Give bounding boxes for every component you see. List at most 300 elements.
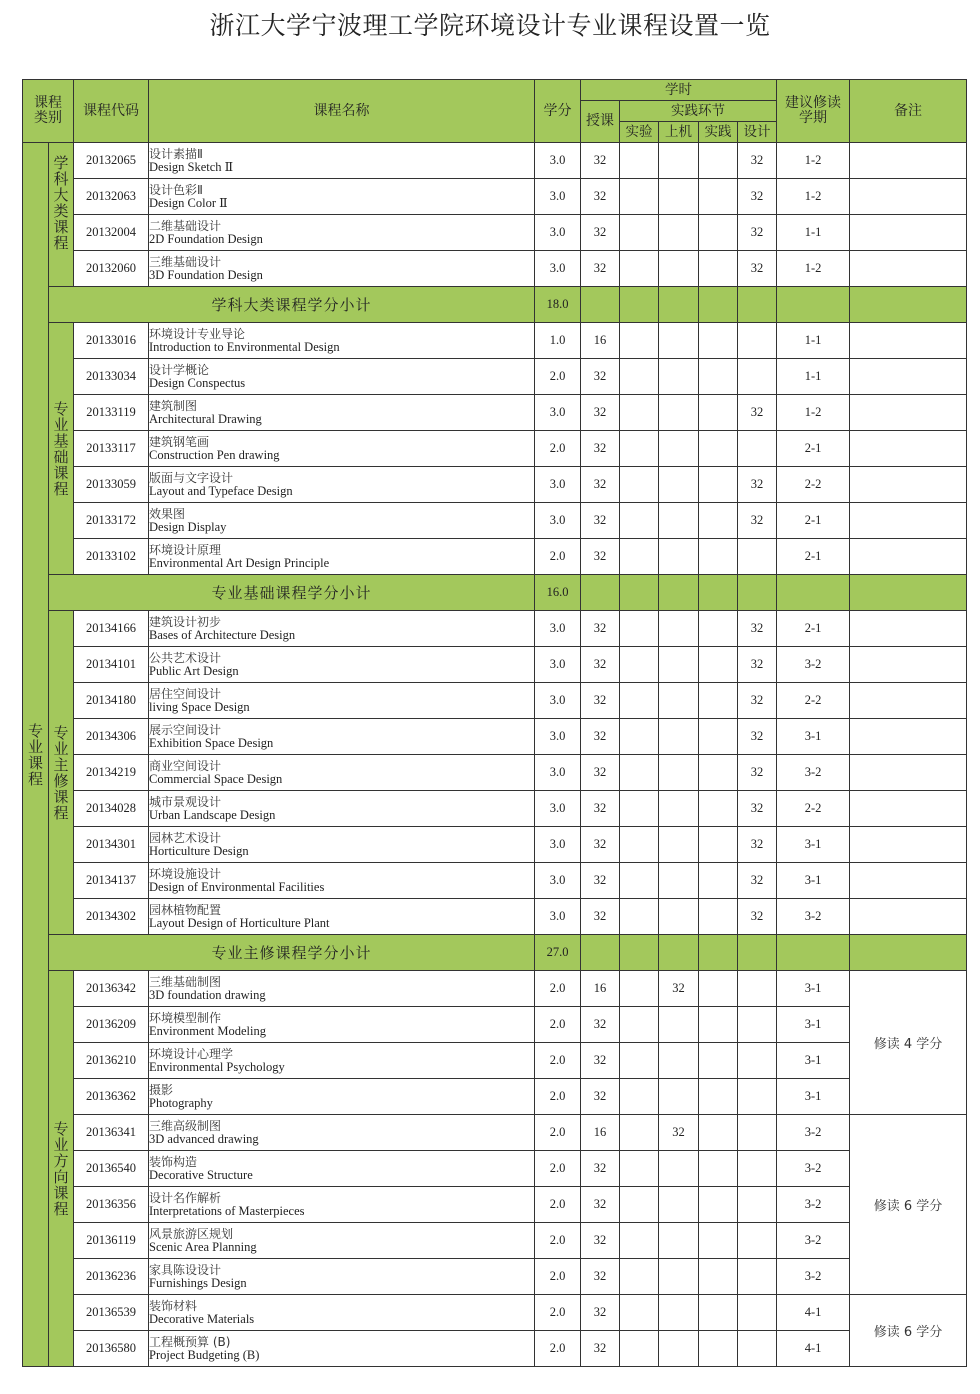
header-practice: 实践环节 [620, 101, 777, 122]
table-body [23, 143, 967, 1367]
remark-cell [850, 719, 967, 755]
course-name [149, 863, 535, 899]
course-code: 20136362 [74, 1079, 149, 1115]
course-computer [659, 611, 699, 647]
course-name-zh: 三维基础设计 [149, 254, 222, 269]
course-code: 20133102 [74, 539, 149, 575]
course-name-zh: 装饰材料 [149, 1298, 198, 1313]
course-practice [699, 971, 738, 1007]
course-lecture: 32 [581, 251, 620, 287]
course-semester: 3-2 [777, 1115, 850, 1151]
course-practice [699, 1259, 738, 1295]
course-name-en: Decorative Structure [149, 1167, 253, 1182]
remark-cell [850, 467, 967, 503]
course-credit: 3.0 [535, 827, 581, 863]
subtotal-empty-cell [699, 287, 738, 323]
course-row [23, 503, 967, 539]
course-experiment [620, 827, 659, 863]
course-name-zh: 设计学概论 [149, 362, 210, 377]
course-semester: 3-1 [777, 1007, 850, 1043]
course-name-zh: 环境设计心理学 [149, 1046, 234, 1061]
subtotal-credit: 18.0 [535, 287, 581, 323]
course-computer [659, 395, 699, 431]
remark-cell [850, 863, 967, 899]
subtotal-empty-cell [738, 575, 777, 611]
remark-cell [850, 359, 967, 395]
course-lecture: 32 [581, 503, 620, 539]
course-code: 20134301 [74, 827, 149, 863]
course-name-zh: 版面与文字设计 [149, 470, 234, 485]
course-semester: 3-1 [777, 719, 850, 755]
course-name-en: Project Budgeting (B) [149, 1347, 260, 1362]
course-design: 32 [738, 863, 777, 899]
course-name [149, 1079, 535, 1115]
subtotal-empty-cell [659, 935, 699, 971]
course-name [149, 251, 535, 287]
subtotal-empty-cell [620, 287, 659, 323]
course-design: 32 [738, 467, 777, 503]
course-experiment [620, 899, 659, 935]
course-design: 32 [738, 647, 777, 683]
course-row [23, 647, 967, 683]
course-row [23, 395, 967, 431]
course-name-en: living Space Design [149, 699, 250, 714]
course-semester: 3-1 [777, 1079, 850, 1115]
subtotal-empty-cell [581, 575, 620, 611]
course-computer [659, 683, 699, 719]
course-name [149, 215, 535, 251]
course-row [23, 1259, 967, 1295]
course-practice [699, 1043, 738, 1079]
course-name-en: Interpretations of Masterpieces [149, 1203, 305, 1218]
course-lecture: 32 [581, 1187, 620, 1223]
course-design [738, 1259, 777, 1295]
course-credit: 3.0 [535, 647, 581, 683]
course-practice [699, 539, 738, 575]
course-computer [659, 179, 699, 215]
course-name-zh: 三维高级制图 [149, 1118, 222, 1133]
course-credit: 3.0 [535, 215, 581, 251]
course-credit: 2.0 [535, 1151, 581, 1187]
course-name [149, 323, 535, 359]
course-design: 32 [738, 611, 777, 647]
course-experiment [620, 1259, 659, 1295]
course-computer [659, 1295, 699, 1331]
course-row [23, 1331, 967, 1367]
course-name-zh: 公共艺术设计 [149, 650, 222, 665]
course-name-zh: 园林植物配置 [149, 902, 222, 917]
course-lecture: 16 [581, 323, 620, 359]
course-credit: 2.0 [535, 971, 581, 1007]
course-semester: 3-2 [777, 755, 850, 791]
header-category: 课程类别 [23, 80, 74, 143]
course-name-zh: 园林艺术设计 [149, 830, 222, 845]
remark-cell [850, 179, 967, 215]
course-name-en: Introduction to Environmental Design [149, 339, 340, 354]
course-credit: 2.0 [535, 1259, 581, 1295]
course-lecture: 32 [581, 611, 620, 647]
course-name [149, 539, 535, 575]
course-name [149, 1223, 535, 1259]
course-credit: 2.0 [535, 1187, 581, 1223]
course-experiment [620, 719, 659, 755]
course-row [23, 791, 967, 827]
course-practice [699, 863, 738, 899]
course-code: 20134166 [74, 611, 149, 647]
subtotal-empty-cell [581, 935, 620, 971]
course-semester: 1-1 [777, 323, 850, 359]
subtotal-credit: 27.0 [535, 935, 581, 971]
course-computer [659, 1007, 699, 1043]
course-computer [659, 359, 699, 395]
course-semester: 3-2 [777, 1151, 850, 1187]
course-code: 20134302 [74, 899, 149, 935]
course-row [23, 323, 967, 359]
remark-cell [850, 899, 967, 935]
course-lecture: 32 [581, 1079, 620, 1115]
course-code: 20133034 [74, 359, 149, 395]
course-row [23, 143, 967, 179]
course-credit: 2.0 [535, 1043, 581, 1079]
course-design [738, 1187, 777, 1223]
course-lecture: 32 [581, 1331, 620, 1367]
subtotal-empty-cell [777, 287, 850, 323]
course-code: 20133016 [74, 323, 149, 359]
course-experiment [620, 755, 659, 791]
course-name [149, 359, 535, 395]
course-name [149, 899, 535, 935]
course-row [23, 1151, 967, 1187]
remark-cell [850, 755, 967, 791]
course-lecture: 32 [581, 1259, 620, 1295]
course-code: 20136119 [74, 1223, 149, 1259]
course-name-zh: 建筑钢笔画 [149, 434, 210, 449]
course-computer [659, 539, 699, 575]
course-name-en: Construction Pen drawing [149, 447, 280, 462]
course-computer: 32 [659, 1115, 699, 1151]
course-name-en: 3D advanced drawing [149, 1131, 259, 1146]
course-experiment [620, 1331, 659, 1367]
course-code: 20136356 [74, 1187, 149, 1223]
group-category-cell [49, 611, 74, 935]
course-credit: 3.0 [535, 179, 581, 215]
subtotal-empty-cell [699, 575, 738, 611]
course-row [23, 755, 967, 791]
course-credit: 3.0 [535, 143, 581, 179]
remark-cell [850, 215, 967, 251]
subtotal-empty-cell [620, 575, 659, 611]
course-semester: 1-2 [777, 395, 850, 431]
course-experiment [620, 215, 659, 251]
course-lecture: 32 [581, 215, 620, 251]
course-code: 20134137 [74, 863, 149, 899]
course-experiment [620, 179, 659, 215]
course-practice [699, 1223, 738, 1259]
course-credit: 3.0 [535, 791, 581, 827]
course-semester: 2-1 [777, 431, 850, 467]
course-credit: 2.0 [535, 359, 581, 395]
course-name-zh: 环境设计原理 [149, 542, 222, 557]
subtotal-empty-cell [581, 287, 620, 323]
course-semester: 3-2 [777, 1223, 850, 1259]
course-code: 20136540 [74, 1151, 149, 1187]
course-semester: 1-1 [777, 359, 850, 395]
course-code: 20133172 [74, 503, 149, 539]
course-row [23, 719, 967, 755]
course-lecture: 32 [581, 683, 620, 719]
course-computer [659, 899, 699, 935]
course-row [23, 1007, 967, 1043]
remark-cell [850, 503, 967, 539]
course-name-en: Environment Modeling [149, 1023, 266, 1038]
course-name-en: Architectural Drawing [149, 411, 262, 426]
course-lecture: 32 [581, 647, 620, 683]
subtotal-row [23, 935, 967, 971]
subtotal-empty-cell [659, 287, 699, 323]
header-semester: 建议修读学期 [777, 80, 850, 143]
course-practice [699, 1007, 738, 1043]
course-computer [659, 503, 699, 539]
course-name-zh: 工程概预算 (B) [149, 1334, 231, 1349]
course-row [23, 467, 967, 503]
course-row [23, 971, 967, 1007]
remark-cell [850, 647, 967, 683]
course-credit: 3.0 [535, 467, 581, 503]
course-experiment [620, 1223, 659, 1259]
course-row [23, 683, 967, 719]
course-name-zh: 环境设计专业导论 [149, 326, 246, 341]
course-experiment [620, 1043, 659, 1079]
course-code: 20133059 [74, 467, 149, 503]
course-lecture: 32 [581, 863, 620, 899]
course-computer [659, 323, 699, 359]
course-name [149, 719, 535, 755]
course-name-zh: 建筑制图 [149, 398, 198, 413]
subtotal-empty-cell [738, 287, 777, 323]
subtotal-empty-cell [777, 935, 850, 971]
course-practice [699, 1115, 738, 1151]
course-row [23, 431, 967, 467]
course-semester: 3-2 [777, 647, 850, 683]
course-name-zh: 居住空间设计 [149, 686, 222, 701]
course-name-zh: 环境模型制作 [149, 1010, 222, 1025]
course-experiment [620, 1115, 659, 1151]
header-experiment: 实验 [620, 122, 659, 143]
subtotal-empty-cell [699, 935, 738, 971]
course-credit: 2.0 [535, 1295, 581, 1331]
course-design: 32 [738, 791, 777, 827]
course-design: 32 [738, 215, 777, 251]
course-credit: 3.0 [535, 503, 581, 539]
course-design: 32 [738, 683, 777, 719]
course-semester: 3-1 [777, 863, 850, 899]
course-name-en: Design Sketch Ⅱ [149, 159, 234, 174]
course-experiment [620, 683, 659, 719]
course-practice [699, 899, 738, 935]
subtotal-row [23, 287, 967, 323]
course-practice [699, 251, 738, 287]
course-lecture: 32 [581, 1295, 620, 1331]
course-design: 32 [738, 395, 777, 431]
course-semester: 2-2 [777, 791, 850, 827]
course-experiment [620, 467, 659, 503]
course-semester: 4-1 [777, 1295, 850, 1331]
course-design: 32 [738, 719, 777, 755]
course-practice [699, 1151, 738, 1187]
course-name [149, 647, 535, 683]
course-semester: 1-2 [777, 143, 850, 179]
course-computer [659, 755, 699, 791]
course-design [738, 1295, 777, 1331]
course-name-zh: 装饰构造 [149, 1154, 198, 1169]
course-row [23, 1295, 967, 1331]
course-semester: 3-2 [777, 1187, 850, 1223]
outer-category-cell [23, 143, 49, 1367]
course-name-en: Layout and Typeface Design [149, 483, 293, 498]
course-practice [699, 719, 738, 755]
course-semester: 1-2 [777, 251, 850, 287]
remark-cell [850, 539, 967, 575]
course-lecture: 32 [581, 359, 620, 395]
course-computer [659, 251, 699, 287]
course-semester: 2-1 [777, 611, 850, 647]
course-semester: 3-1 [777, 1043, 850, 1079]
course-name [149, 1259, 535, 1295]
course-credit: 3.0 [535, 755, 581, 791]
course-design [738, 323, 777, 359]
course-code: 20134180 [74, 683, 149, 719]
subtotal-row [23, 575, 967, 611]
header-design: 设计 [738, 122, 777, 143]
remark-cell: 修读 6 学分 [850, 1295, 967, 1367]
remark-cell: 修读 4 学分 [850, 971, 967, 1115]
vertical-label-text: 专业基础课程 [53, 399, 69, 498]
subtotal-empty-cell [659, 575, 699, 611]
course-name [149, 395, 535, 431]
vertical-label-text: 专业方向课程 [53, 1119, 69, 1218]
course-name-en: Design of Environmental Facilities [149, 879, 325, 894]
course-code: 20136236 [74, 1259, 149, 1295]
course-experiment [620, 503, 659, 539]
course-computer [659, 1151, 699, 1187]
course-design: 32 [738, 503, 777, 539]
course-credit: 2.0 [535, 431, 581, 467]
course-name-en: Commercial Space Design [149, 771, 283, 786]
course-practice [699, 1079, 738, 1115]
course-code: 20132065 [74, 143, 149, 179]
course-lecture: 32 [581, 467, 620, 503]
course-lecture: 32 [581, 179, 620, 215]
course-code: 20132060 [74, 251, 149, 287]
course-code: 20134028 [74, 791, 149, 827]
course-practice [699, 755, 738, 791]
subtotal-empty-cell [850, 935, 967, 971]
course-row [23, 1079, 967, 1115]
course-practice [699, 215, 738, 251]
course-code: 20134101 [74, 647, 149, 683]
course-lecture: 16 [581, 971, 620, 1007]
course-computer [659, 1259, 699, 1295]
course-computer [659, 1043, 699, 1079]
course-credit: 2.0 [535, 1115, 581, 1151]
course-name [149, 179, 535, 215]
subtotal-empty-cell [850, 575, 967, 611]
course-experiment [620, 539, 659, 575]
course-credit: 3.0 [535, 863, 581, 899]
course-row [23, 251, 967, 287]
course-code: 20133117 [74, 431, 149, 467]
course-code: 20136539 [74, 1295, 149, 1331]
course-row [23, 1115, 967, 1151]
course-name-zh: 建筑设计初步 [149, 614, 222, 629]
header-practice-sub: 实践 [699, 122, 738, 143]
course-design: 32 [738, 755, 777, 791]
course-credit: 3.0 [535, 719, 581, 755]
course-design [738, 1115, 777, 1151]
course-code: 20132063 [74, 179, 149, 215]
course-name [149, 1151, 535, 1187]
course-design [738, 1223, 777, 1259]
course-semester: 2-2 [777, 683, 850, 719]
course-computer [659, 863, 699, 899]
course-computer [659, 647, 699, 683]
course-credit: 2.0 [535, 1223, 581, 1259]
subtotal-empty-cell [738, 935, 777, 971]
group-category-cell [49, 143, 74, 287]
course-experiment [620, 863, 659, 899]
course-name [149, 1187, 535, 1223]
course-row [23, 863, 967, 899]
header-computer: 上机 [659, 122, 699, 143]
remark-cell [850, 611, 967, 647]
course-lecture: 32 [581, 755, 620, 791]
remark-cell [850, 251, 967, 287]
course-name-en: Exhibition Space Design [149, 735, 274, 750]
course-design [738, 359, 777, 395]
remark-cell [850, 395, 967, 431]
course-lecture: 32 [581, 791, 620, 827]
course-code: 20136210 [74, 1043, 149, 1079]
course-credit: 2.0 [535, 1079, 581, 1115]
course-credit: 2.0 [535, 1007, 581, 1043]
course-design [738, 1007, 777, 1043]
course-name-zh: 设计名作解析 [149, 1190, 222, 1205]
subtotal-credit: 16.0 [535, 575, 581, 611]
course-semester: 2-1 [777, 503, 850, 539]
subtotal-empty-cell [777, 575, 850, 611]
course-name-zh: 三维基础制图 [149, 974, 222, 989]
course-practice [699, 179, 738, 215]
course-name [149, 1295, 535, 1331]
course-computer [659, 143, 699, 179]
subtotal-label: 学科大类课程学分小计 [49, 287, 535, 323]
course-row [23, 179, 967, 215]
course-name-en: Decorative Materials [149, 1311, 255, 1326]
course-code: 20132004 [74, 215, 149, 251]
course-name-en: Design Conspectus [149, 375, 246, 390]
table-header [23, 80, 967, 143]
course-lecture: 32 [581, 143, 620, 179]
course-code: 20134219 [74, 755, 149, 791]
course-practice [699, 1187, 738, 1223]
course-experiment [620, 323, 659, 359]
course-design [738, 431, 777, 467]
course-lecture: 32 [581, 1043, 620, 1079]
course-row [23, 539, 967, 575]
course-credit: 3.0 [535, 683, 581, 719]
course-experiment [620, 1295, 659, 1331]
course-lecture: 32 [581, 1007, 620, 1043]
